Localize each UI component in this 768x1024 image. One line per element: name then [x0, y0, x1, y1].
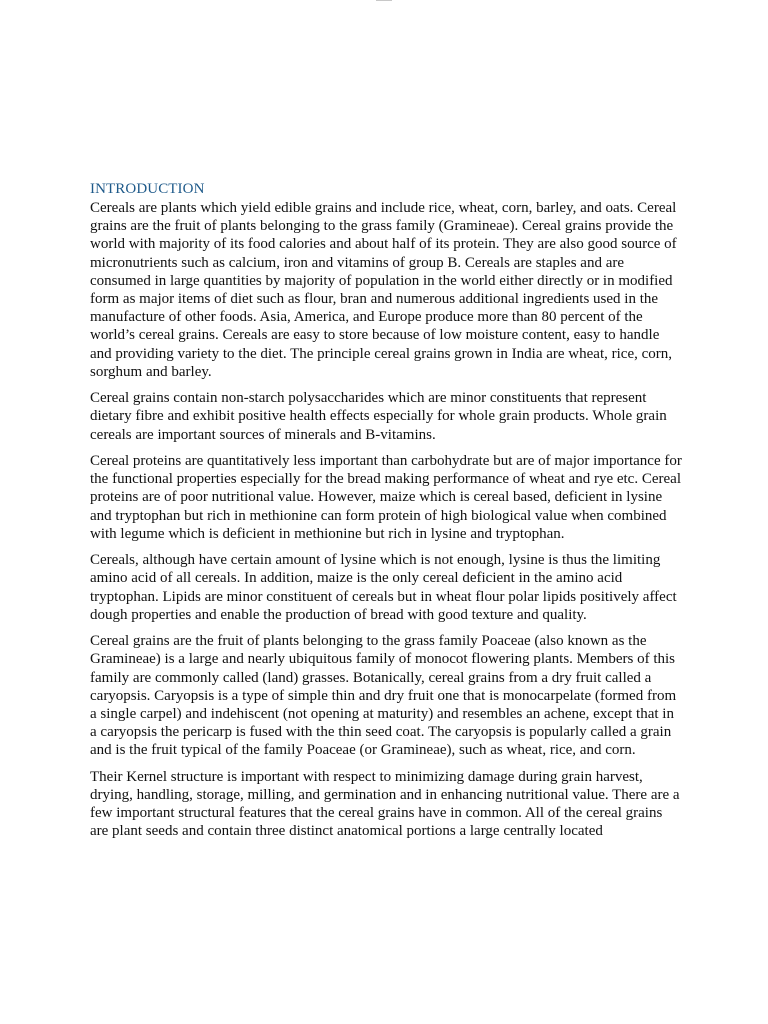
paragraph-lysine: Cereals, although have certain amount of lysine which is not enough, lysine is thus the limiting amino acid of all cereals. In addition, maize is the only cereal deficient in the amino acid tryptophan. Lipids are minor constituent of cereals but in wheat flour polar lipids positively affect dough properties and enable the production of bread with good texture and quality. [90, 552, 677, 623]
paragraph-caryopsis: Cereal grains are the fruit of plants belonging to the grass family Poaceae (also known as the Gramineae) is a large and nearly ubiquitous family of monocot flowering plants. Members of this family are commonly called (land) grasses. Botanically, cereal grains from a dry fruit called a caryopsis. Caryopsis is a type of simple thin and dry fruit one that is monocarpelate (formed from a single carpel) and indehiscent (not opening at maturity) and resembles an achene, except that in a caryopsis the pericarp is fused with the thin seed coat. The caryopsis is popularly called a grain and is the fruit typical of the family Poaceae (or Gramineae), such as wheat, rice, and corn. [90, 633, 677, 759]
paragraph-intro: Cereals are plants which yield edible grains and include rice, wheat, corn, barley, and oats. Cereal grains are the fruit of plants belonging to the grass family (Gramineae). Cereal grains provide the world with majority of its food calories and about half of its protein. They are also good source of micronutrients such as calcium, iron and vitamins of group B. Cereals are staples and are consumed in large quantities by majority of population in the world either directly or in modified form as major items of diet such as flour, bran and numerous additional ingredients used in the manufacture of other foods. Asia, America, and Europe produce more than 80 percent of the world’s cereal grains. Cereals are easy to store because of low moisture content, easy to handle and providing variety to the diet. The principle cereal grains grown in India are wheat, rice, corn, sorghum and barley. [90, 200, 677, 380]
paragraph-polysaccharides: Cereal grains contain non-starch polysaccharides which are minor constituents that represent dietary fibre and exhibit positive health effects especially for whole grain products. Whole grain cereals are important sources of minerals and B-vitamins. [90, 390, 667, 443]
section-heading: INTRODUCTION [90, 181, 205, 197]
document-page [90, 180, 682, 849]
paragraph-proteins: Cereal proteins are quantitatively less important than carbohydrate but are of major importance for the functional properties especially for the bread making performance of wheat and rye etc. Cereal proteins are of poor nutritional value. However, maize which is cereal based, deficient in lysine and tryptophan but rich in methionine can form protein of high biological value when combined with legume which is deficient in methionine but rich in lysine and tryptophan. [90, 453, 682, 542]
paragraph-kernel-structure: Their Kernel structure is important with respect to minimizing damage during grain harvest, drying, handling, storage, milling, and germination and in enhancing nutritional value. There are a few important structural features that the cereal grains have in common. All of the cereal grains are plant seeds and contain three distinct anatomical portions a large centrally located [90, 768, 680, 840]
page-top-mark [376, 0, 392, 1]
